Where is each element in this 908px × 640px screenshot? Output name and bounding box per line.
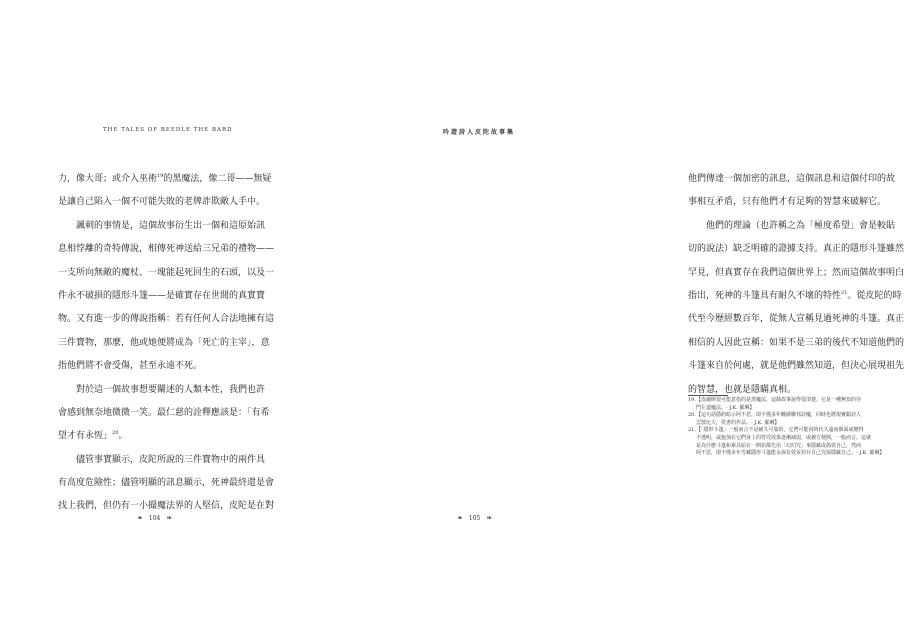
footnote-rule [688, 395, 728, 396]
text-line-main: 會感到無奈地微微一笑。最仁慈的詮釋應該是：「有希 [58, 407, 270, 418]
page-number-right: 105 [468, 514, 481, 522]
text-line [58, 215, 276, 238]
text-line [58, 238, 276, 261]
text-line-rest: 。 [118, 431, 128, 442]
text-line-main: 相信的人因此宣稱：如果不是三弟的後代不知道他們的 [688, 337, 905, 348]
right-body-text [688, 168, 908, 402]
page-number-left: 104 [148, 514, 161, 522]
text-line [688, 332, 908, 355]
text-line [688, 238, 908, 261]
right-page [320, 0, 905, 640]
text-line-main: 一支所向無敵的魔杖、一塊能起死回生的石頭，以及一 [58, 267, 275, 278]
text-line [58, 168, 276, 191]
text-line [58, 379, 276, 402]
text-line-main: 斗篷來自於何處，就是他們雖然知道，但決心展現祖先 [688, 361, 905, 372]
left-body-text [58, 168, 276, 519]
text-line-main: 望才有永恆」 [58, 431, 113, 442]
text-line [688, 285, 908, 308]
text-line-main: 事相互矛盾，只有他們才有足夠的智慧來破解它。 [688, 197, 887, 208]
text-line-main: 他們的理論（也許稱之為「極度希望」會是較貼 [706, 220, 896, 231]
running-head-right: 吟遊詩人皮陀故事集 [443, 129, 516, 136]
text-line [688, 215, 908, 238]
fleuron-icon: ❧ [137, 514, 143, 522]
text-line [58, 332, 276, 355]
fleuron-icon: ❧ [486, 514, 493, 522]
text-line [58, 402, 276, 425]
footnote-line: 21.【「隱形斗篷」一般而言不是耐久可靠的，它們可能因時代久遠而顏面或變得 [688, 427, 864, 434]
footnote-line: 門左道魔法。- J.K. 羅琳】 [696, 404, 755, 411]
footnotes [688, 397, 888, 458]
fleuron-icon: ❧ [166, 514, 173, 522]
footnote-marker: 21 [841, 289, 848, 296]
text-line [58, 449, 276, 472]
text-line-main: 指他們將不會受傷，甚至永遠不死。 [58, 361, 203, 372]
text-line-main: 指出，死神的斗篷具有耐久不壞的特性 [688, 290, 842, 301]
text-line-main: 代至今歷經數百年，從無人宣稱見過死神的斗篷。真正 [688, 314, 905, 325]
text-line [58, 285, 276, 308]
text-line-main: 切的說法）缺乏明確的證據支持。真正的隱形斗篷雖然 [688, 244, 905, 255]
text-line [688, 262, 908, 285]
text-line-main: 力，像大哥；或介入巫術 [58, 174, 158, 184]
text-line [58, 355, 276, 378]
text-line [688, 355, 908, 378]
footnote-line: 20.【這句話隱約暗示阿不思，即不僅多年纏繞聯邦詩魔，同時也將現實跟詩人 [688, 412, 861, 419]
text-line-main: 是讓自己陷入一個不可能失敗的老牌詐欺敵人手中。 [58, 197, 266, 208]
text-line-rest: 。從皮陀的時 [847, 290, 902, 301]
right-folio [457, 514, 492, 522]
footnote-line: 雲散比大，愛書的作品。- J.K. 羅琳】 [696, 419, 780, 426]
text-line-main: 有高度危險性；儘管明顯的訊息顯示，死神最終還是會 [58, 478, 275, 489]
left-page [0, 0, 320, 640]
text-line-main: 對於這一個故事想要闡述的人類本性，我們也許 [76, 384, 266, 395]
text-line [688, 191, 908, 214]
text-line-rest: 的黑魔法，像二哥——無疑 [163, 174, 272, 184]
text-line-main: 息相悖離的奇特傳說，相傳死神送給三兄弟的禮物—— [58, 244, 275, 255]
text-line-main: 物。又有進一步的傳說指稱：若有任何人合法地擁有這 [58, 314, 275, 325]
text-line-main: 的智慧，也就是隱瞞真相。 [688, 384, 797, 395]
text-line-main: 件永不破損的隱形斗篷——是確實存在世間的真實寶 [58, 290, 266, 301]
footnote-marker: 19 [157, 173, 164, 179]
text-line-main: 諷刺的事情是，這個故事衍生出一個和這原始訊 [76, 220, 266, 231]
footnote-line: 19.【皮爾斯很可能意指的是黑魔法，這個故事說得很清楚，它是一種無知的旁 [688, 397, 861, 403]
fleuron-icon: ❧ [457, 514, 463, 522]
text-line [58, 191, 276, 214]
footnote-line: 不透明，或施加在它們身上的符咒效果逐漸減弱，或被方便開，一般而言，這就 [696, 434, 872, 441]
text-line [688, 168, 908, 191]
text-line-main: 他們傳達一個加密的訊息，這個訊息和這個付印的故 [688, 174, 896, 184]
footnote-line: 是為什麼斗篷和素具給在一開始都先用「幻幻咒」來隱藏或偽裝自己，然而 [696, 442, 862, 449]
text-line-main: 罕見，但真實存在我們這個世界上；然而這個故事明白 [688, 267, 905, 278]
text-line [58, 472, 276, 495]
text-line-main: 三件寶物，那麼，他或她便將成為「死亡的主宰」，意 [58, 337, 270, 348]
text-line-main: 找上我們，但仍有一小撮魔法界的人堅信，皮陀是在對 [58, 501, 275, 512]
text-line-main: 儘管事實顯示，皮陀所說的三件寶物中的兩件具 [76, 454, 266, 465]
running-head-left: THE TALES OF BEEDLE THE BARD [103, 127, 233, 133]
text-line [688, 308, 908, 331]
text-line [58, 262, 276, 285]
footnote-line: 阿不思，即不僅多年雪藏隱形斗篷能永保有效並封存自己咒保隱藏自己。- J.K. 羅琳】 [696, 450, 885, 457]
text-line [58, 425, 276, 448]
text-line [58, 308, 276, 331]
footnote-marker: 20 [112, 430, 119, 437]
left-folio [137, 514, 172, 522]
